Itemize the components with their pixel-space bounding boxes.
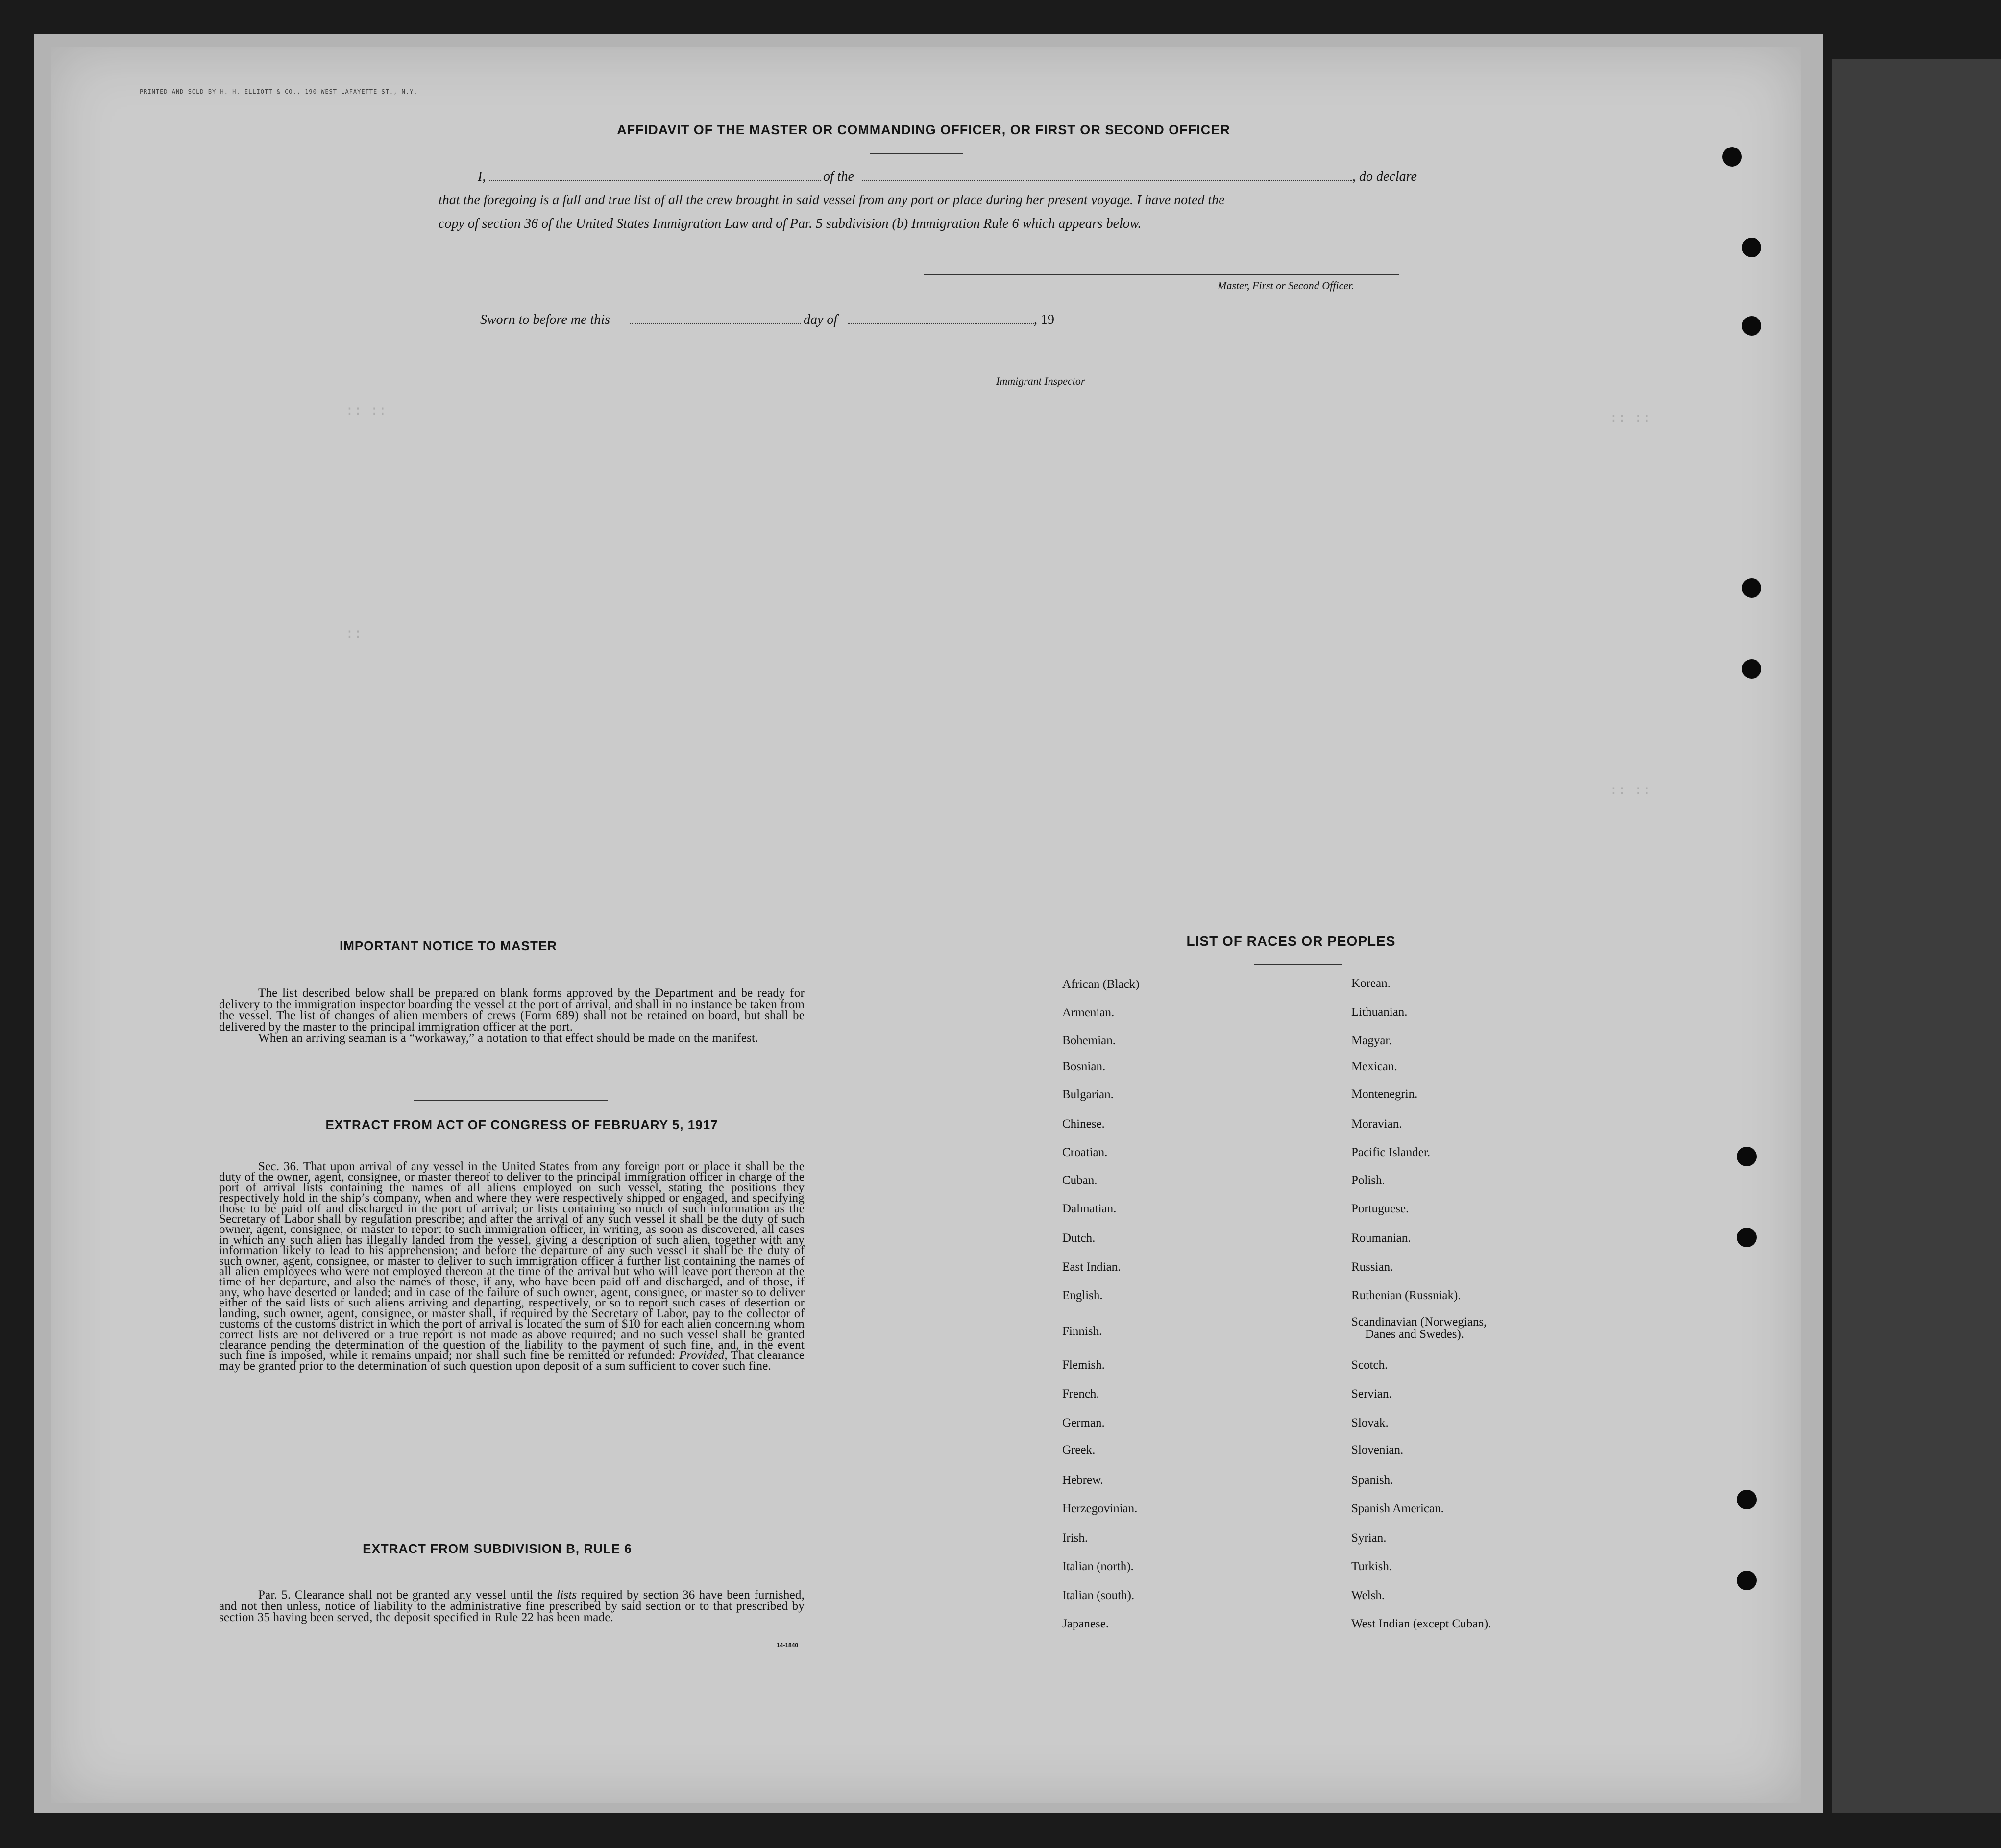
- race-item: Welsh.: [1351, 1589, 1385, 1602]
- race-item: Montenegrin.: [1351, 1087, 1418, 1101]
- bleed-through-mark: ::: [345, 625, 362, 641]
- race-item: Bosnian.: [1062, 1060, 1106, 1073]
- sworn-day-field[interactable]: [630, 323, 801, 324]
- race-item: Scandinavian (Norwegians, Danes and Swedes).: [1351, 1315, 1487, 1341]
- master-caption: Master, First or Second Officer.: [1218, 279, 1354, 292]
- vessel-name-field[interactable]: [862, 180, 1352, 181]
- notice-title: IMPORTANT NOTICE TO MASTER: [340, 938, 557, 953]
- affidavit-line-3: copy of section 36 of the United States Immigration Law and of Par. 5 subdivision (b) Immigration Rule 6 which appears below.: [439, 216, 1142, 231]
- race-item: Spanish.: [1351, 1474, 1393, 1487]
- race-item: Magyar.: [1351, 1034, 1392, 1047]
- punch-hole: [1737, 1571, 1757, 1590]
- title-rule: [870, 153, 963, 154]
- declarant-label: I,: [478, 169, 486, 184]
- master-signature-line[interactable]: [924, 274, 1399, 275]
- inspector-caption: Immigrant Inspector: [996, 375, 1085, 387]
- year-label: , 19: [1034, 312, 1054, 327]
- day-of-label: day of: [804, 312, 838, 327]
- declarant-name-field[interactable]: [488, 180, 821, 181]
- race-item: Syrian.: [1351, 1531, 1387, 1545]
- race-item: Greek.: [1062, 1443, 1096, 1456]
- punch-hole: [1742, 316, 1761, 336]
- race-item: Hebrew.: [1062, 1474, 1103, 1487]
- bleed-through-mark: :: ::: [345, 402, 387, 418]
- rule-title: EXTRACT FROM SUBDIVISION B, RULE 6: [363, 1541, 632, 1556]
- race-item: Moravian.: [1351, 1117, 1402, 1131]
- race-item: Pacific Islander.: [1351, 1146, 1431, 1159]
- race-item: English.: [1062, 1289, 1103, 1302]
- race-item: Herzegovinian.: [1062, 1502, 1138, 1515]
- races-title: LIST OF RACES OR PEOPLES: [1186, 934, 1396, 949]
- printer-line: PRINTED AND SOLD BY H. H. ELLIOTT & CO., 190 WEST LAFAYETTE ST., N.Y.: [140, 88, 418, 95]
- race-item: West Indian (except Cuban).: [1351, 1617, 1491, 1630]
- race-item: Servian.: [1351, 1387, 1392, 1401]
- race-item: Slovenian.: [1351, 1443, 1404, 1456]
- race-item: Finnish.: [1062, 1325, 1102, 1338]
- sworn-label: Sworn to before me this: [480, 312, 610, 327]
- race-item: African (Black): [1062, 978, 1140, 991]
- race-item: Italian (south).: [1062, 1589, 1135, 1602]
- race-item: Korean.: [1351, 977, 1391, 990]
- races-title-rule: [1254, 964, 1342, 965]
- race-item: Irish.: [1062, 1531, 1088, 1545]
- race-item: Cuban.: [1062, 1174, 1098, 1187]
- act-paragraph: Sec. 36. That upon arrival of any vessel in the United States from any foreign port or place it shall be the duty of the owner, agent, consignee, or master thereof to deliver to the principal immigration officer in charge of the port of arrival lists containing the names of all aliens employed on such vessel, stating the positions they respectively hold in the ship’s company, when and where they were respectively shipped or engaged, and specifying those to be paid off and discharged in the port of arrival; or lists containing so much of such information as the Secretary of Labor shall by regulation prescribe; and after the arrival of any such vessel it shall be the duty of such owner, agent, consignee, or master to report to such immigration officer, in writing, as soon as discovered, all cases in which any such alien has illegally landed from the vessel, giving a description of such alien, together with any information likely to lead to his apprehension; and before the departure of any such vessel it shall be the duty of such owner, agent, consignee, or master to deliver to such immigration officer a further list containing the names of all alien employees who were not employed thereon at the time of the arrival but who will leave port thereon at the time of her departure, and also the names of those, if any, who have been paid off and discharged, and of those, if any, who have deserted or landed; and in case of the failure of such owner, agent, consignee, or master so to deliver either of the said lists of such aliens arriving and departing, respectively, or so to report such cases of desertion or landing, such owner, agent, consignee, or master shall, if required by the Secretary of Labor, pay to the collector of customs of the customs district in which the port of arrival is located the sum of $10 for each alien concerning whom correct lists are not delivered or a true report is not made as above required; and no such vessel shall be granted clearance pending the determination of the question of the liability to the payment of such fine, and, in the event such fine is imposed, while it remains unpaid; nor shall such fine be remitted or refunded: Provided, That clearance may be granted prior to the determination of such question upon deposit of a sum sufficient to cover such fine.: [219, 1160, 805, 1373]
- punch-hole: [1742, 578, 1761, 598]
- section-rule: [414, 1100, 608, 1101]
- race-item: Slovak.: [1351, 1416, 1389, 1429]
- bleed-through-mark: :: ::: [1610, 782, 1651, 798]
- race-item: Dalmatian.: [1062, 1202, 1117, 1215]
- back-sheet: [1832, 59, 2001, 1813]
- notice-text: [219, 987, 805, 1044]
- race-item: Japanese.: [1062, 1617, 1109, 1630]
- affidavit-line-2: that the foregoing is a full and true list of all the crew brought in said vessel from any port or place during her present voyage. I have noted the: [439, 193, 1225, 208]
- race-item: Chinese.: [1062, 1117, 1105, 1131]
- punch-hole: [1737, 1228, 1757, 1247]
- race-item: Roumanian.: [1351, 1232, 1411, 1245]
- punch-hole: [1737, 1147, 1757, 1166]
- race-item: Bulgarian.: [1062, 1088, 1114, 1101]
- race-item: Spanish American.: [1351, 1502, 1444, 1515]
- race-item: Russian.: [1351, 1260, 1393, 1274]
- race-item: Portuguese.: [1351, 1202, 1409, 1215]
- punch-hole: [1737, 1490, 1757, 1509]
- affidavit-title: AFFIDAVIT OF THE MASTER OR COMMANDING OFFICER, OR FIRST OR SECOND OFFICER: [617, 123, 1230, 137]
- race-item: Scotch.: [1351, 1358, 1388, 1372]
- race-item: Flemish.: [1062, 1358, 1105, 1372]
- notice-paragraph-2: When an arriving seaman is a “workaway,” a notation to that effect should be made on the manifest.: [258, 1032, 758, 1045]
- race-item: East Indian.: [1062, 1260, 1121, 1274]
- declare-text: , do declare: [1352, 169, 1417, 184]
- act-title: EXTRACT FROM ACT OF CONGRESS OF FEBRUARY 5, 1917: [325, 1117, 718, 1132]
- race-item: Turkish.: [1351, 1560, 1392, 1573]
- form-number: 14-1840: [777, 1642, 799, 1649]
- vessel-label: of the: [823, 169, 854, 184]
- act-text: [219, 1161, 805, 1371]
- punch-hole: [1742, 238, 1761, 257]
- race-item: Bohemian.: [1062, 1034, 1116, 1047]
- race-item: Croatian.: [1062, 1146, 1108, 1159]
- manifest-page: [51, 47, 1801, 1803]
- race-item: Ruthenian (Russniak).: [1351, 1289, 1461, 1302]
- notice-paragraph-1: The list described below shall be prepared on blank forms approved by the Department and be ready for delivery to the immigration inspector boarding the vessel at the port of arrival, and shall in no instance be taken from the vessel. The list of changes of alien members of crews (Form 689) shall not be retained on board, but shall be delivered by the master to the principal immigration officer at the port.: [219, 986, 805, 1034]
- sworn-month-field[interactable]: [848, 323, 1034, 324]
- punch-hole: [1722, 147, 1742, 167]
- punch-hole: [1742, 659, 1761, 679]
- race-item: Polish.: [1351, 1174, 1385, 1187]
- race-item: Dutch.: [1062, 1232, 1096, 1245]
- race-item: Lithuanian.: [1351, 1006, 1408, 1019]
- race-item: Mexican.: [1351, 1060, 1397, 1073]
- rule-text: [219, 1589, 805, 1623]
- race-item: German.: [1062, 1416, 1105, 1429]
- rule-paragraph: Par. 5. Clearance shall not be granted any vessel until the lists required by section 36 have been furnished, and not then unless, notice of liability to the administrative fine prescribed by said section or to that prescribed by section 35 having been served, the deposit specified in Rule 22 has been made.: [219, 1588, 805, 1624]
- race-item: Armenian.: [1062, 1006, 1115, 1019]
- race-item: French.: [1062, 1387, 1099, 1401]
- race-item: Italian (north).: [1062, 1560, 1134, 1573]
- bleed-through-mark: :: ::: [1610, 409, 1651, 425]
